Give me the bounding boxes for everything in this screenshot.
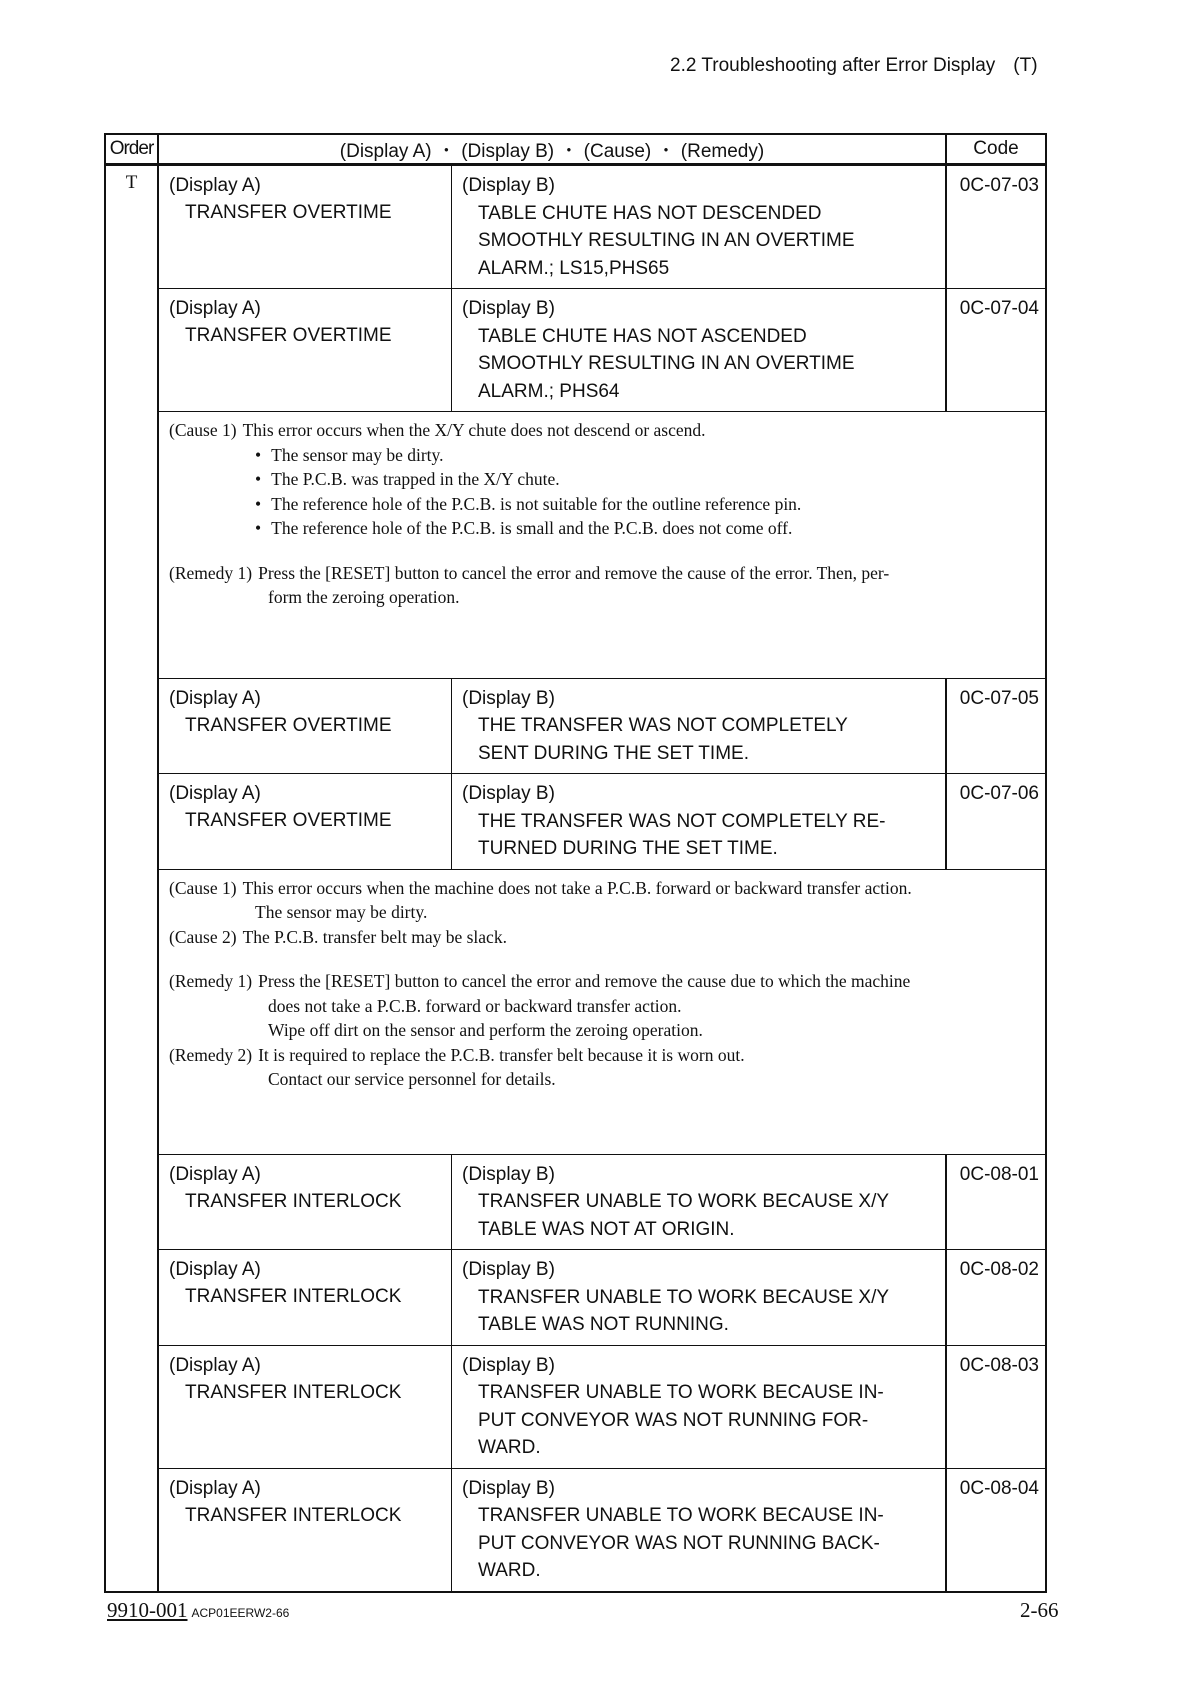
display-a-label: (Display A) bbox=[169, 1354, 261, 1376]
section-code: (T) bbox=[1013, 55, 1038, 76]
error-entry bbox=[159, 1155, 1045, 1251]
remedy-2-label: (Remedy 2) bbox=[169, 1044, 253, 1065]
error-code: 0C-07-03 bbox=[945, 166, 1045, 288]
error-entry bbox=[159, 774, 1045, 870]
display-b-cell bbox=[452, 1250, 945, 1345]
error-code: 0C-08-04 bbox=[945, 1469, 1045, 1591]
error-entry bbox=[159, 1250, 1045, 1346]
remedy-1-text: Press the [RESET] button to cancel the error and remove the cause due to which the machine bbox=[258, 971, 911, 991]
cause-2-label: (Cause 2) bbox=[169, 926, 237, 947]
display-a-label: (Display A) bbox=[169, 298, 261, 319]
section-title: 2.2 Troubleshooting after Error Display bbox=[670, 55, 996, 76]
entries-column bbox=[159, 166, 1045, 1591]
spacer bbox=[169, 949, 1035, 969]
cause-1-text: This error occurs when the machine does not take a P.C.B. forward or backward transfer action. bbox=[242, 877, 912, 898]
display-b-line: TRANSFER UNABLE TO WORK BECAUSE IN- bbox=[478, 1382, 884, 1403]
note-line bbox=[169, 925, 1035, 950]
display-a-cell bbox=[159, 1155, 452, 1250]
page-number: 2-66 bbox=[1020, 1598, 1059, 1622]
display-a-message: TRANSFER OVERTIME bbox=[185, 325, 392, 346]
display-a-label: (Display A) bbox=[169, 687, 261, 709]
error-entry bbox=[159, 289, 1045, 412]
cause-bullet: • The P.C.B. was trapped in the X/Y chute. bbox=[169, 467, 1035, 492]
spacer bbox=[169, 541, 1035, 561]
cause-1-continuation: The sensor may be dirty. bbox=[255, 902, 428, 922]
error-entry bbox=[159, 1469, 1045, 1591]
cause-remedy-notes bbox=[159, 412, 1045, 679]
display-b-line: PUT CONVEYOR WAS NOT RUNNING BACK- bbox=[478, 1532, 880, 1554]
footer-doc bbox=[107, 1598, 289, 1623]
error-code: 0C-08-02 bbox=[945, 1250, 1045, 1345]
display-b-cell bbox=[452, 1155, 945, 1250]
display-a-message: TRANSFER OVERTIME bbox=[185, 714, 392, 736]
display-b-line: ALARM.; LS15,PHS65 bbox=[478, 257, 670, 279]
display-b-line: THE TRANSFER WAS NOT COMPLETELY bbox=[478, 715, 848, 736]
note-line bbox=[169, 561, 1035, 586]
display-a-cell bbox=[159, 1469, 452, 1591]
display-a-label: (Display A) bbox=[169, 1259, 261, 1280]
display-b-cell bbox=[452, 1346, 945, 1468]
remedy-1-text: Press the [RESET] button to cancel the error and remove the cause of the error. Then, per- bbox=[258, 562, 890, 583]
cause-bullet: • The sensor may be dirty. bbox=[169, 443, 1035, 468]
cause-1-label: (Cause 1) bbox=[169, 877, 237, 898]
display-a-message: TRANSFER OVERTIME bbox=[185, 810, 392, 831]
error-entry bbox=[159, 166, 1045, 289]
display-a-label: (Display A) bbox=[169, 1163, 261, 1185]
display-b-label: (Display B) bbox=[462, 687, 555, 709]
spacer bbox=[169, 610, 1035, 672]
order-cell: T bbox=[106, 166, 159, 1591]
display-b-line: WARD. bbox=[478, 1437, 541, 1458]
cause-bullet: • The reference hole of the P.C.B. is small and the P.C.B. does not come off. bbox=[169, 516, 1035, 541]
display-a-message: TRANSFER OVERTIME bbox=[185, 202, 392, 223]
remedy-2-text: It is required to replace the P.C.B. transfer belt because it is worn out. bbox=[258, 1044, 745, 1065]
spacer bbox=[169, 1092, 1035, 1148]
display-b-line: TABLE CHUTE HAS NOT DESCENDED bbox=[478, 202, 822, 224]
display-b-line: TABLE CHUTE HAS NOT ASCENDED bbox=[478, 325, 807, 347]
display-b-line: TRANSFER UNABLE TO WORK BECAUSE X/Y bbox=[478, 1286, 890, 1308]
cause-1-label: (Cause 1) bbox=[169, 420, 237, 440]
display-b-label: (Display B) bbox=[462, 175, 555, 196]
note-line bbox=[169, 418, 1035, 443]
display-b-line: SMOOTHLY RESULTING IN AN OVERTIME bbox=[478, 353, 855, 374]
display-b-line: SENT DURING THE SET TIME. bbox=[478, 742, 749, 764]
header-code: Code bbox=[945, 135, 1045, 163]
display-b-label: (Display B) bbox=[462, 1354, 555, 1376]
header-main: (Display A) ・ (Display B) ・ (Cause) ・ (Remedy) bbox=[339, 140, 765, 162]
display-b-label: (Display B) bbox=[462, 298, 555, 319]
display-b-line: PUT CONVEYOR WAS NOT RUNNING FOR- bbox=[478, 1409, 869, 1431]
remedy-2-continuation: Contact our service personnel for details. bbox=[268, 1069, 556, 1089]
error-code: 0C-08-03 bbox=[945, 1346, 1045, 1468]
display-b-cell bbox=[452, 774, 945, 869]
troubleshooting-table bbox=[104, 133, 1047, 1593]
remedy-1-label: (Remedy 1) bbox=[169, 562, 253, 583]
display-b-line: TABLE WAS NOT AT ORIGIN. bbox=[478, 1218, 735, 1240]
display-a-message: TRANSFER INTERLOCK bbox=[185, 1190, 402, 1212]
cause-2-text: The P.C.B. transfer belt may be slack. bbox=[242, 926, 507, 947]
display-b-line: TABLE WAS NOT RUNNING. bbox=[478, 1314, 729, 1335]
display-a-cell bbox=[159, 1250, 452, 1345]
error-code: 0C-07-04 bbox=[945, 289, 1045, 411]
display-b-label: (Display B) bbox=[462, 1163, 555, 1185]
display-a-cell bbox=[159, 774, 452, 869]
note-line bbox=[169, 1043, 1035, 1068]
display-b-line: THE TRANSFER WAS NOT COMPLETELY RE- bbox=[478, 810, 886, 832]
remedy-1-continuation: form the zeroing operation. bbox=[268, 587, 460, 607]
remedy-1-label: (Remedy 1) bbox=[169, 971, 253, 991]
display-b-cell bbox=[452, 166, 945, 288]
display-b-cell bbox=[452, 289, 945, 411]
cause-remedy-notes bbox=[159, 870, 1045, 1155]
display-a-message: TRANSFER INTERLOCK bbox=[185, 1381, 402, 1403]
page-header bbox=[670, 55, 1070, 77]
display-b-cell bbox=[452, 1469, 945, 1591]
remedy-1-continuation: Wipe off dirt on the sensor and perform the zeroing operation. bbox=[268, 1020, 703, 1040]
doc-number: 9910-001 bbox=[107, 1598, 188, 1622]
table-body bbox=[106, 166, 1045, 1591]
display-b-label: (Display B) bbox=[462, 1477, 555, 1499]
error-entry bbox=[159, 1346, 1045, 1469]
error-code: 0C-08-01 bbox=[945, 1155, 1045, 1250]
display-b-label: (Display B) bbox=[462, 1259, 555, 1280]
error-code: 0C-07-06 bbox=[945, 774, 1045, 869]
display-a-cell bbox=[159, 289, 452, 411]
remedy-1-continuation: does not take a P.C.B. forward or backward transfer action. bbox=[268, 995, 682, 1016]
display-a-cell bbox=[159, 679, 452, 774]
display-a-message: TRANSFER INTERLOCK bbox=[185, 1286, 402, 1307]
note-line bbox=[169, 876, 1035, 901]
display-a-cell bbox=[159, 166, 452, 288]
header-order: Order bbox=[106, 135, 159, 163]
cause-bullet: • The reference hole of the P.C.B. is not suitable for the outline reference pin. bbox=[169, 492, 1035, 517]
note-line bbox=[169, 969, 1035, 994]
display-b-label: (Display B) bbox=[462, 783, 555, 804]
display-a-cell bbox=[159, 1346, 452, 1468]
doc-code: ACP01EERW2-66 bbox=[191, 1606, 290, 1620]
display-b-cell bbox=[452, 679, 945, 774]
display-a-label: (Display A) bbox=[169, 175, 261, 196]
display-a-message: TRANSFER INTERLOCK bbox=[185, 1504, 402, 1526]
display-b-line: TRANSFER UNABLE TO WORK BECAUSE X/Y bbox=[478, 1191, 890, 1212]
display-b-line: SMOOTHLY RESULTING IN AN OVERTIME bbox=[478, 230, 855, 251]
cause-1-text: This error occurs when the X/Y chute does not descend or ascend. bbox=[242, 420, 706, 440]
error-entry bbox=[159, 679, 1045, 775]
error-code: 0C-07-05 bbox=[945, 679, 1045, 774]
display-a-label: (Display A) bbox=[169, 783, 261, 804]
display-a-label: (Display A) bbox=[169, 1477, 261, 1499]
display-b-line: WARD. bbox=[478, 1560, 541, 1581]
display-b-line: TURNED DURING THE SET TIME. bbox=[478, 838, 778, 859]
display-b-line: ALARM.; PHS64 bbox=[478, 380, 620, 402]
table-header bbox=[106, 135, 1045, 166]
display-b-line: TRANSFER UNABLE TO WORK BECAUSE IN- bbox=[478, 1505, 884, 1526]
